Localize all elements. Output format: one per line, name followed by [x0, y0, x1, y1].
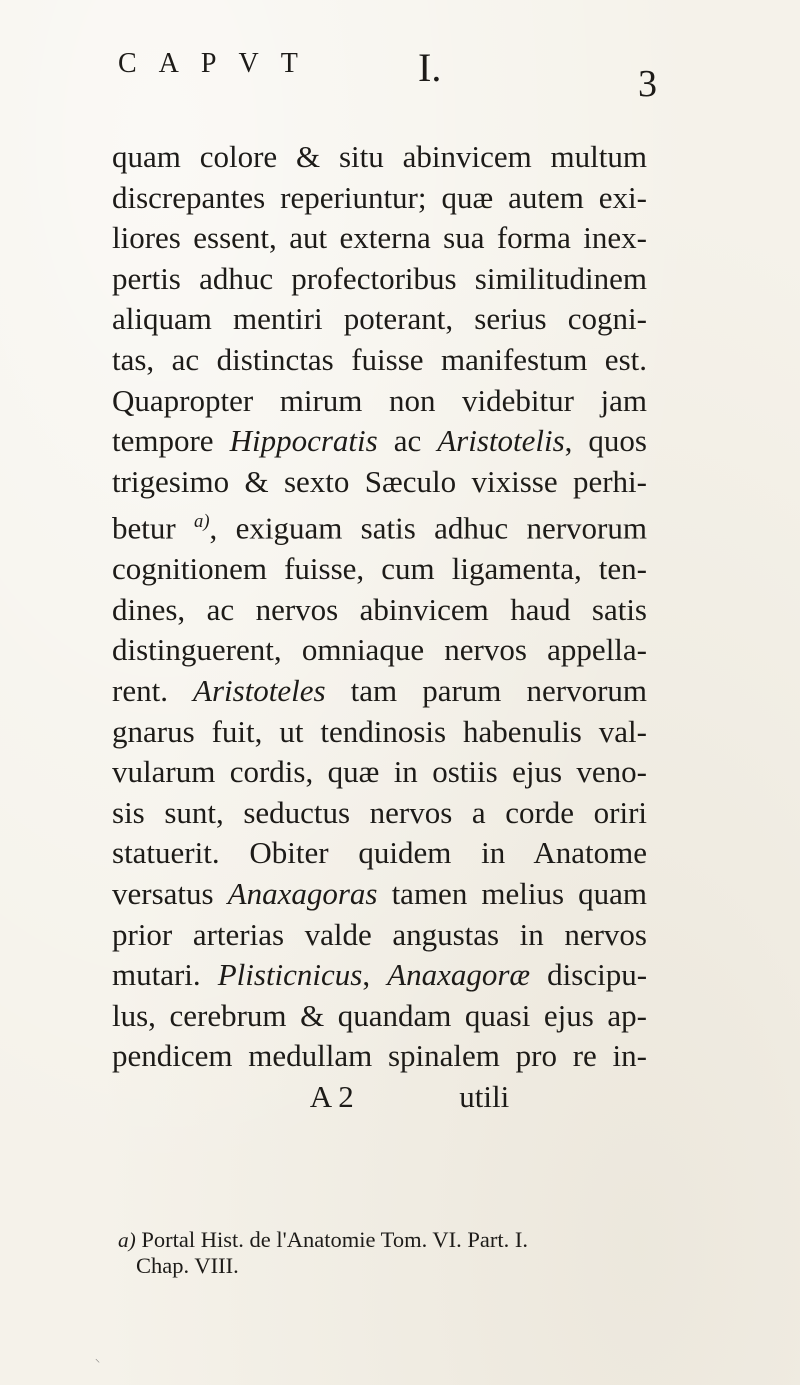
- page-number: 3: [638, 63, 657, 105]
- text-line: aliquam mentiri poterant, serius cogni-: [112, 301, 647, 337]
- body-text: [112, 137, 647, 1118]
- text-line: betur $^{a)}$, exiguam satis adhuc nervorum: [112, 510, 647, 546]
- text-line: pertis adhuc profectoribus similitudinem: [112, 260, 647, 296]
- fold-mark: ⸌: [95, 1358, 100, 1369]
- italic-name: Aristotelis: [437, 423, 565, 459]
- text-line: versatus Anaxagoras tamen melius quam: [112, 876, 648, 912]
- italic-name: Anaxagoræ: [387, 957, 531, 993]
- text-line: vularum cordis, quæ in ostiis ejus veno-: [112, 754, 647, 790]
- footnote-text: Portal Hist. de l'Anatomie Tom. VI. Part. I.: [141, 1227, 529, 1252]
- text-line: prior arterias valde angustas in nervos: [112, 916, 647, 952]
- text-line: statuerit. Obiter quidem in Anatome: [112, 835, 647, 871]
- text-line: lus, cerebrum & quandam quasi ejus ap-: [112, 997, 647, 1033]
- text-line: gnarus fuit, ut tendinosis habenulis val-: [112, 713, 647, 749]
- running-title: CAPVT: [118, 48, 320, 79]
- text-line: Quapropter mirum non videbitur jam: [112, 382, 647, 418]
- text-line: rent. Aristoteles tam parum nervorum: [112, 673, 647, 709]
- text-line: discrepantes reperiuntur; quæ autem exi-: [112, 179, 647, 215]
- text-line: tempore Hippocratis ac Aristotelis, quos: [112, 423, 647, 459]
- catchword: utili: [459, 1078, 510, 1114]
- text-line: tas, ac distinctas fuisse manifestum est.: [112, 341, 647, 377]
- signature-line: [112, 1077, 647, 1118]
- footnote: [118, 1227, 648, 1279]
- footnote-mark: a): [118, 1228, 136, 1252]
- signature-mark: A 2: [309, 1078, 354, 1114]
- footnote-line: [118, 1227, 648, 1253]
- running-head: [118, 45, 678, 108]
- text-line: sis sunt, seductus nervos a corde oriri: [112, 794, 647, 830]
- italic-name: Hippocratis: [229, 423, 378, 459]
- text-line: liores essent, aut externa sua forma inex-: [112, 220, 647, 256]
- text-line: cognitionem fuisse, cum ligamenta, ten-: [112, 551, 647, 587]
- text-line: pendicem medullam spinalem pro re in-: [112, 1038, 647, 1074]
- text-line: mutari. Plisticnicus, Anaxagoræ discipu-: [112, 957, 648, 993]
- chapter-number: I.: [418, 45, 442, 90]
- text-line: distinguerent, omniaque nervos appella-: [112, 632, 647, 668]
- italic-name: Anaxagoras: [227, 876, 378, 912]
- text-line: quam colore & situ abinvicem multum: [112, 139, 647, 174]
- italic-name: Aristoteles: [193, 673, 326, 709]
- footnote-line: Chap. VIII.: [136, 1253, 239, 1278]
- text-line: trigesimo & sexto Sæculo vixisse perhi-: [112, 463, 647, 499]
- italic-name: Plisticnicus: [217, 957, 363, 993]
- text-line: dines, ac nervos abinvicem haud satis: [112, 591, 647, 627]
- note-reference: a): [194, 511, 210, 533]
